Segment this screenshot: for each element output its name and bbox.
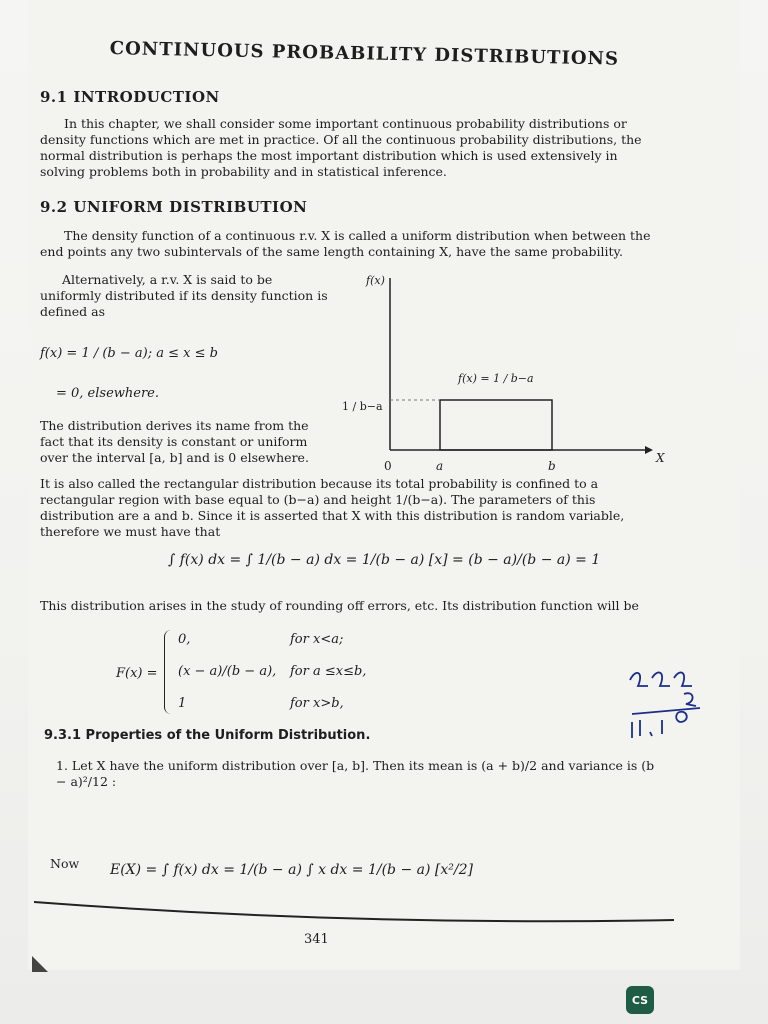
intro-paragraph: In this chapter, we shall consider some important continuous probability distributions or density functions which are met in practice. Of all the continuous probability distributions, the normal distribution is perhaps the most important distribution which is used extensively in solving problems both in probability and in statistical inference.: [40, 116, 642, 179]
cdf-brace: [164, 630, 171, 714]
a-label: a: [436, 459, 444, 473]
footer-rule: [34, 900, 674, 924]
handwritten-annotation: [622, 650, 732, 740]
handwriting-stroke-1: [630, 672, 692, 686]
total-probability-equation: ∫ f(x) dx = ∫ 1/(b − a) dx = 1/(b − a) [x] = (b − a)/(b − a) = 1: [168, 552, 601, 568]
b-label: b: [548, 459, 556, 473]
uniform-heading: 9.2 UNIFORM DISTRIBUTION: [40, 198, 308, 216]
cdf-case-1-condition: for x<a;: [290, 632, 344, 647]
x-axis-label: X: [656, 451, 665, 465]
page-corner-mark: [30, 954, 50, 974]
plot-axes: [390, 278, 653, 454]
cdf-case-2-value: (x − a)/(b − a),: [178, 664, 277, 679]
now-label: Now: [50, 856, 80, 871]
curve-label: f(x) = 1 / b−a: [458, 372, 534, 385]
cdf-case-3-value: 1: [178, 696, 187, 711]
cdf-case-1-value: 0,: [178, 632, 191, 647]
uniform-paragraph: The density function of a continuous r.v. X is called a uniform distribution when between the end points any two subintervals of the same length containing X, have the same probability.: [40, 228, 651, 259]
page-number: 341: [304, 932, 329, 947]
intro-heading: 9.1 INTRODUCTION: [40, 88, 220, 106]
mean-equation: E(X) = ∫ f(x) dx = 1/(b − a) ∫ x dx = 1/(b − a) [x²/2]: [110, 862, 473, 878]
origin-label: 0: [384, 459, 392, 473]
pdf-elsewhere: = 0, elsewhere.: [56, 386, 160, 401]
properties-heading: 9.3.1 Properties of the Uniform Distribution.: [44, 728, 371, 743]
property-1-text: 1. Let X have the uniform distribution over [a, b]. Then its mean is (a + b)/2 and variance is (b − a)²/12 :: [56, 758, 655, 789]
height-label: 1 / b−a: [342, 400, 383, 413]
alternative-paragraph: Alternatively, a r.v. X is said to be uniformly distributed if its density function is defined as: [40, 272, 328, 319]
uniform-density-plot: [340, 270, 670, 480]
page-title: CONTINUOUS PROBABILITY DISTRIBUTIONS: [109, 38, 620, 70]
density-rectangle: [440, 400, 552, 450]
x-axis-arrow: [645, 446, 653, 454]
pdf-definition: f(x) = 1 / (b − a); a ≤ x ≤ b: [40, 346, 218, 361]
y-axis-label: f(x): [366, 274, 385, 287]
distribution-function-intro: This distribution arises in the study of rounding off errors, etc. Its distribution function will be: [40, 598, 639, 613]
handwriting-stroke-2: [684, 693, 696, 706]
footer-rule-line: [34, 902, 674, 921]
rectangular-paragraph: It is also called the rectangular distribution because its total probability is confined to a rectangular region with base equal to (b−a) and height 1/(b−a). The parameters of this distribution are a and b. Since it is asserted that X with this distribution is random variable, therefore we must have that: [40, 476, 625, 539]
handwriting-fraction-bar: [632, 708, 700, 714]
cdf-case-2-condition: for a ≤x≤b,: [290, 664, 367, 679]
page-corner-triangle: [32, 956, 48, 972]
derive-paragraph: The distribution derives its name from the fact that its density is constant or uniform over the interval [a, b] and is 0 elsewhere.: [40, 418, 309, 465]
handwriting-stroke-3: [632, 712, 687, 738]
cdf-case-3-condition: for x>b,: [290, 696, 344, 711]
scanner-logo-icon: CS: [626, 986, 654, 1014]
cdf-label: F(x) =: [116, 666, 158, 681]
